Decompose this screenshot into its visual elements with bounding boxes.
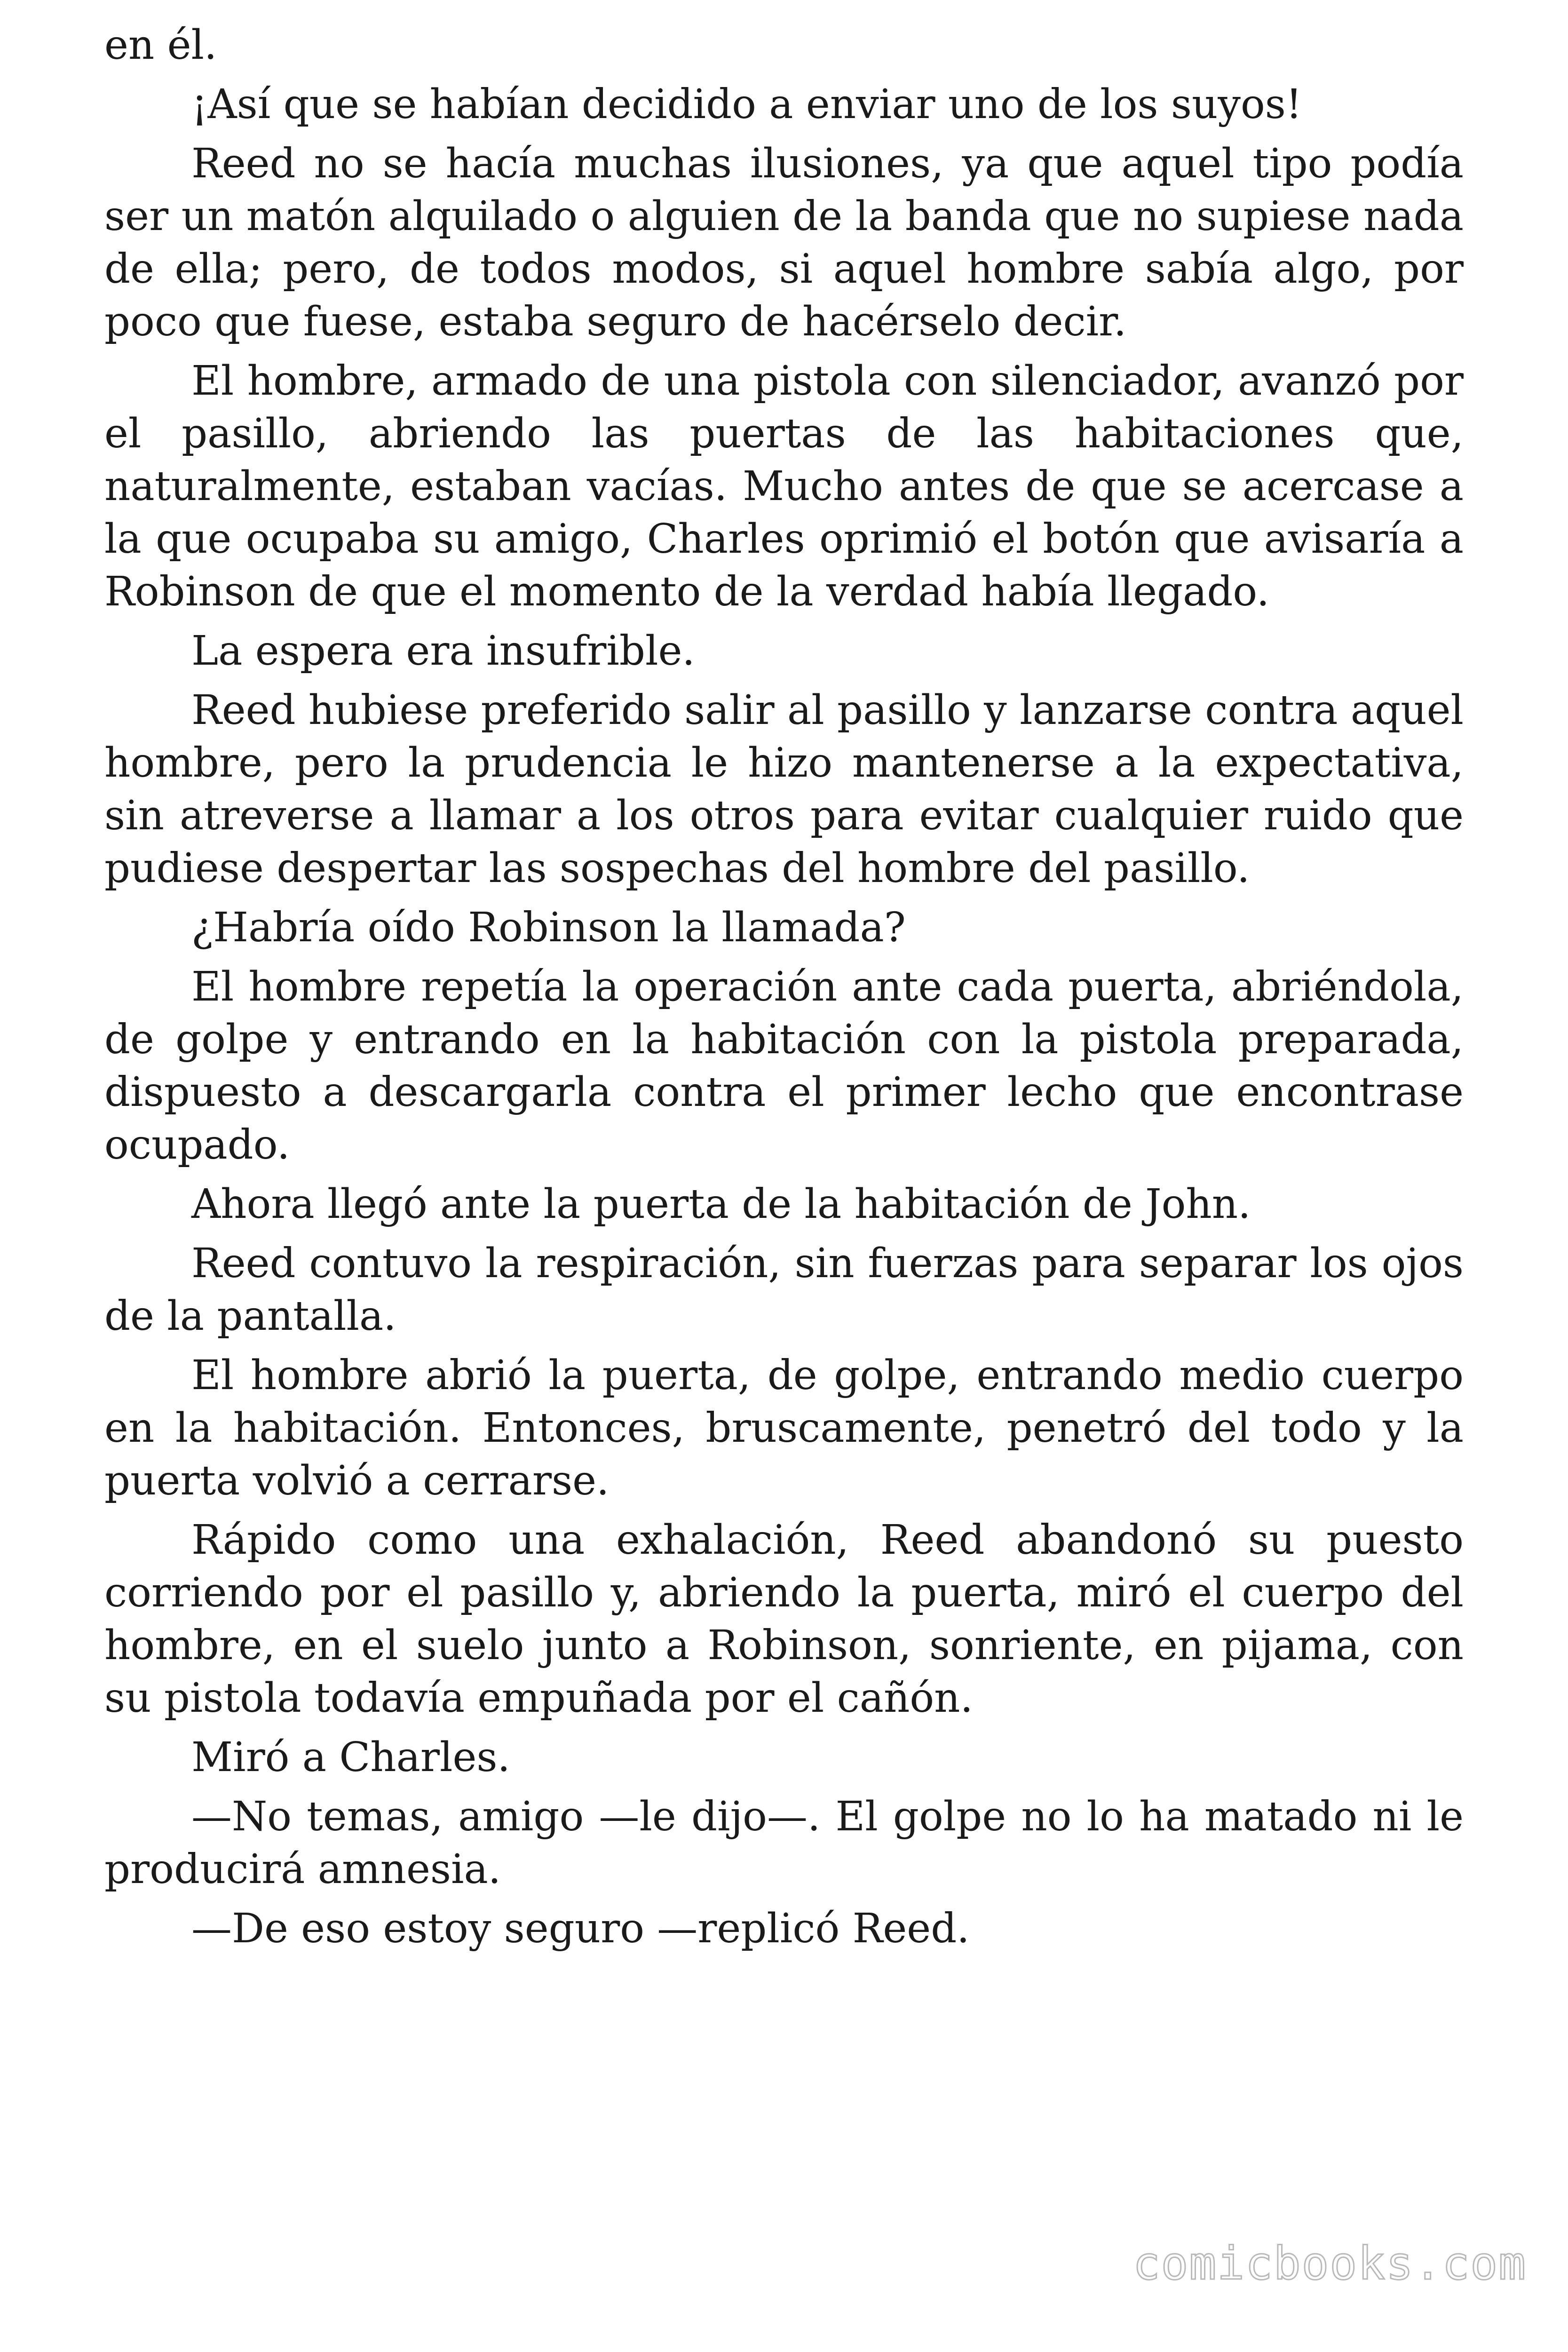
paragraph: Reed hubiese preferido salir al pasillo y lanzarse contra aquel hombre, pero la prudencia le hizo mantenerse a la expectativa, sin atreverse a llamar a los otros para evitar cualquier ruido que pudiese despertar las sospechas del hombre del pasillo. (104, 687, 1464, 892)
watermark-text: comicbooks.com (1132, 2237, 1527, 2290)
paragraph: —No temas, amigo —le dijo—. El golpe no lo ha matado ni le producirá amnesia. (104, 1793, 1464, 1893)
paragraph: Rápido como una exhalación, Reed abandonó su puesto corriendo por el pasillo y, abriendo la puerta, miró el cuerpo del hombre, en el suelo junto a Robinson, sonriente, en pijama, con su pistola todavía empuñada por el cañón. (104, 1517, 1464, 1722)
paragraph: Reed contuvo la respiración, sin fuerzas para separar los ojos de la pantalla. (104, 1240, 1464, 1340)
paragraph-continuation: en él. (104, 22, 217, 69)
paragraph: El hombre repetía la operación ante cada puerta, abriéndola, de golpe y entrando en la habitación con la pistola preparada, dispuesto a descargarla contra el primer lecho que encontrase ocupado. (104, 963, 1464, 1168)
paragraph: Miró a Charles. (191, 1734, 510, 1781)
paragraph: El hombre, armado de una pistola con silenciador, avanzó por el pasillo, abriendo las puertas de las habitaciones que, naturalmente, estaban vacías. Mucho antes de que se acercase a la que ocupaba su amigo, Charles oprimió el botón que avisaría a Robinson de que el momento de la verdad había llegado. (104, 358, 1464, 615)
paragraph: Ahora llegó ante la puerta de la habitación de John. (191, 1181, 1251, 1228)
paragraph: ¡Así que se habían decidido a enviar uno de los suyos! (191, 81, 1302, 128)
paragraph: El hombre abrió la puerta, de golpe, entrando medio cuerpo en la habitación. Entonces, bruscamente, penetró del todo y la puerta volvió a cerrarse. (104, 1352, 1464, 1504)
paragraph: ¿Habría oído Robinson la llamada? (191, 904, 906, 951)
paragraph: —De eso estoy seguro —replicó Reed. (191, 1905, 970, 1952)
paragraph: Reed no se hacía muchas ilusiones, ya que aquel tipo podía ser un matón alquilado o alguien de la banda que no supiese nada de ella; pero, de todos modos, si aquel hombre sabía algo, por poco que fuese, estaba seguro de hacérselo decir. (104, 140, 1464, 345)
paragraph: La espera era insufrible. (191, 628, 695, 675)
page-body (104, 19, 1464, 1962)
